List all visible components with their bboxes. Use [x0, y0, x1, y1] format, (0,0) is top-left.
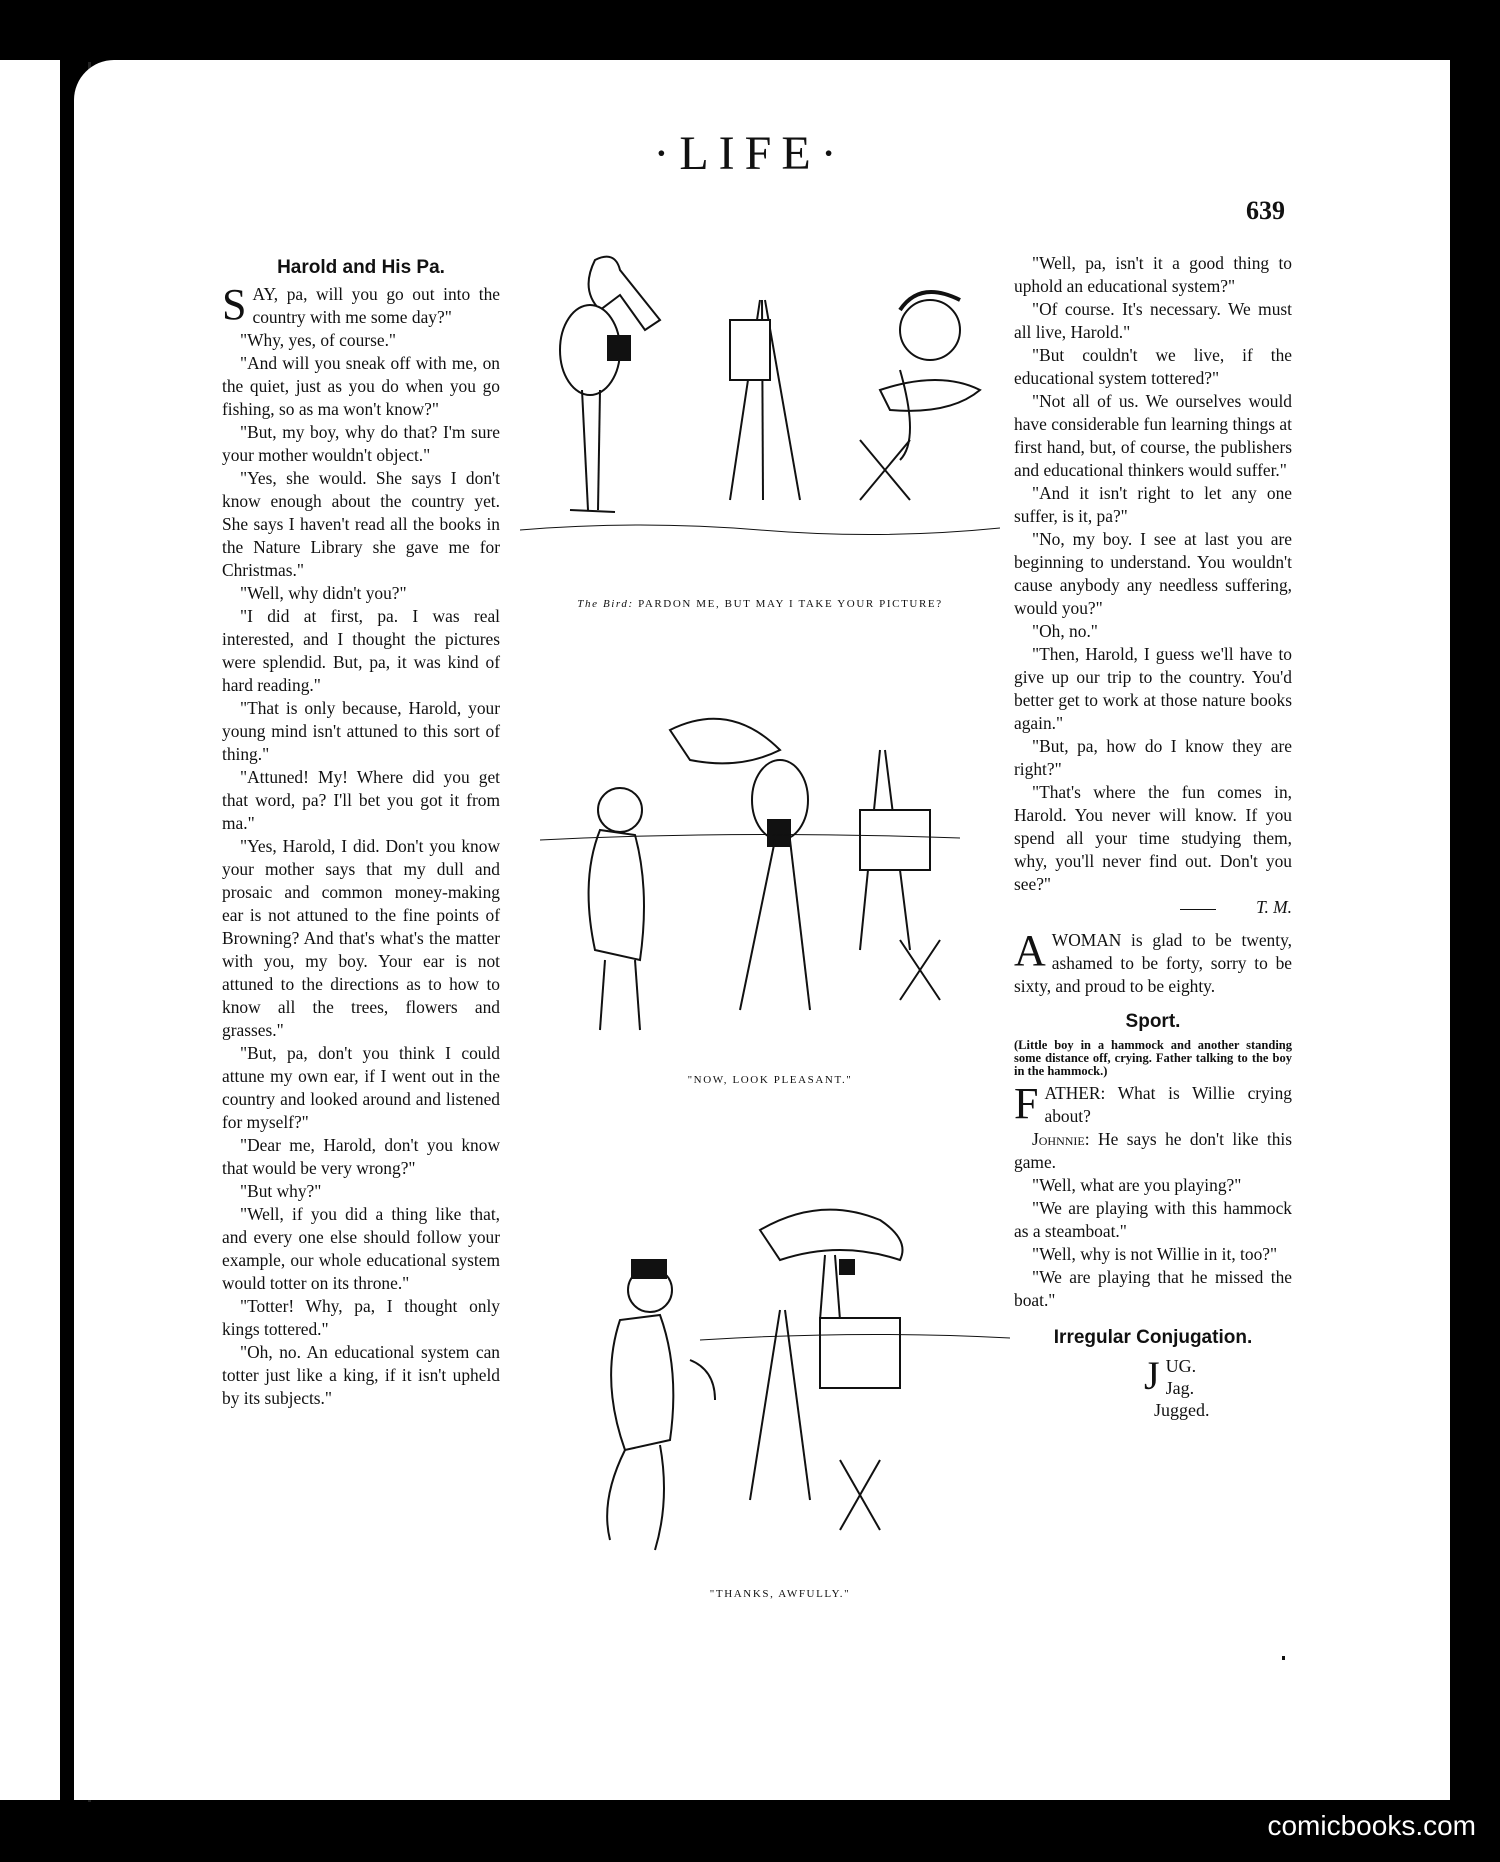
woman-text: WOMAN is glad to be twenty, ashamed to be forty, sorry to be sixty, and proud to be eighty.: [1014, 930, 1292, 996]
caption-2: "NOW, LOOK PLEASANT.": [687, 1074, 853, 1086]
dialogue-paragraph: "No, my boy. I see at last you are beginning to understand. You wouldn't cause anybody any needless suffering, would you?": [1014, 529, 1292, 618]
dialogue-paragraph: "Oh, no. An educational system can totter just like a king, if it isn't upheld by its subjects.": [222, 1342, 500, 1408]
dropcap-j: J: [1144, 1353, 1160, 1398]
conjugation-line-3: Jugged.: [1154, 1400, 1210, 1420]
dropcap-f: F: [1014, 1079, 1039, 1128]
cartoon-look-pleasant: [540, 710, 960, 1050]
dialogue-paragraph: "Dear me, Harold, don't you know that would be very wrong?": [222, 1135, 500, 1178]
dialogue-paragraph: "Yes, Harold, I did. Don't you know your mother says that my dull and prosaic and common money-making ear is not attuned to the fine points of Browning? And that's what's the matter with you, my boy. Your ear is not attuned to the directions as to how to know all the trees, flowers and grasses.": [222, 836, 500, 1040]
sport-stage-note: (Little boy in a hammock and another standing some distance off, crying. Father talking to the boy in the hammock.): [1014, 1038, 1292, 1078]
woman-paragraph: [1014, 926, 1292, 998]
signature: [1014, 896, 1292, 919]
dropcap-a: A: [1014, 926, 1046, 975]
dialogue-paragraph: "And will you sneak off with me, on the quiet, just as you do when you go fishing, so as ma won't know?": [222, 353, 500, 419]
sport-first-line: [1014, 1079, 1292, 1128]
dialogue-paragraph: "And it isn't right to let any one suffer, is it, pa?": [1014, 483, 1292, 526]
dialogue-paragraph: "Yes, she would. She says I don't know enough about the country yet. She says I haven't read all the books in the Nature Library she gave me for Christmas.": [222, 468, 500, 580]
dialogue-paragraph: "Well, if you did a thing like that, and every one else should follow your example, our whole educational system would totter on its throne.": [222, 1204, 500, 1293]
caption-3: "THANKS, AWFULLY.": [709, 1588, 851, 1600]
right-paragraphs: [1014, 252, 1292, 896]
conjugation-line-1: UG.: [1165, 1356, 1197, 1376]
article-title: Harold and His Pa.: [277, 257, 445, 278]
dialogue-paragraph: "That is only because, Harold, your young mind isn't attuned to this sort of thing.": [222, 698, 500, 764]
dialogue-paragraph: "But, pa, don't you think I could attune my own ear, if I went out in the country and looked around and listened for myself?": [222, 1043, 500, 1132]
dialogue-paragraph: "Totter! Why, pa, I thought only kings tottered.": [222, 1296, 500, 1339]
dialogue-paragraph: "Well, why didn't you?": [240, 583, 407, 603]
sport-dialogue-line: "Well, what are you playing?": [1032, 1175, 1242, 1195]
sport-first-text: ATHER: What is Willie crying about?: [1044, 1083, 1292, 1126]
first-para-text: AY, pa, will you go out into the country with me some day?": [252, 284, 500, 327]
sport-lines: [1014, 1174, 1292, 1312]
dialogue-paragraph: "Oh, no.": [1032, 621, 1098, 641]
dialogue-paragraph: "Of course. It's necessary. We must all live, Harold.": [1014, 299, 1292, 342]
watermark: comicbooks.com: [1267, 1810, 1476, 1841]
sport-johnnie-line: [1014, 1128, 1292, 1174]
page-number: 639: [1246, 196, 1285, 225]
stray-mark: [1282, 1656, 1285, 1660]
dialogue-paragraph: "But, my boy, why do that? I'm sure your mother wouldn't object.": [222, 422, 500, 465]
dialogue-paragraph: "But couldn't we live, if the educational system tottered?": [1014, 345, 1292, 388]
conjugation-line-2: Jag.: [1165, 1378, 1195, 1398]
sport-dialogue-line: "We are playing with this hammock as a steamboat.": [1014, 1198, 1292, 1241]
caption-1-speaker: The Bird:: [577, 598, 634, 610]
masthead: ·LIFE·: [653, 127, 847, 180]
previous-page-edge: [0, 60, 60, 1800]
signature-text: T. M.: [1256, 897, 1292, 917]
article-first-paragraph: [222, 280, 500, 329]
caption-1-text: PARDON ME, BUT MAY I TAKE YOUR PICTURE?: [633, 598, 943, 610]
left-column: [222, 256, 500, 1410]
dialogue-paragraph: "I did at first, pa. I was real interested, and I thought the pictures were splendid. But, pa, it was kind of hard reading.": [222, 606, 500, 695]
cartoon-bird-painter: [520, 240, 1000, 560]
dialogue-paragraph: "Why, yes, of course.": [240, 330, 397, 350]
dialogue-paragraph: "But why?": [240, 1181, 322, 1201]
cartoon-thanks-awfully: [540, 1200, 1010, 1570]
dialogue-paragraph: "Well, pa, isn't it a good thing to uphold an educational system?": [1014, 253, 1292, 296]
johnnie-text: He says he don't like this game.: [1014, 1129, 1292, 1172]
sport-dialogue-line: "Well, why is not Willie in it, too?": [1032, 1244, 1278, 1264]
dialogue-paragraph: "But, pa, how do I know they are right?": [1014, 736, 1292, 779]
right-column: [1014, 252, 1292, 1421]
dialogue-paragraph: "That's where the fun comes in, Harold. You never will know. If you spend all your time studying them, why, you'll never find out. Don't you see?": [1014, 782, 1292, 894]
conjugation-title: Irregular Conjugation.: [1053, 1327, 1253, 1348]
left-paragraphs: [222, 329, 500, 1410]
signature-rule: [1180, 909, 1216, 910]
dialogue-paragraph: "Attuned! My! Where did you get that word, pa? I'll bet you got it from ma.": [222, 767, 500, 833]
dialogue-paragraph: "Not all of us. We ourselves would have considerable fun learning things at first hand, but, of course, the publishers and educational thinkers would suffer.": [1014, 391, 1292, 480]
dialogue-paragraph: "Then, Harold, I guess we'll have to give up our trip to the country. You'd better get to work at those nature books again.": [1014, 644, 1292, 733]
johnnie-label: Johnnie:: [1032, 1129, 1090, 1149]
conjugation-verse: [1144, 1355, 1292, 1421]
dropcap-s: S: [222, 280, 247, 329]
sport-title: Sport.: [1125, 1011, 1181, 1032]
sport-dialogue-line: "We are playing that he missed the boat.": [1014, 1267, 1292, 1310]
caption-1: [530, 598, 990, 610]
